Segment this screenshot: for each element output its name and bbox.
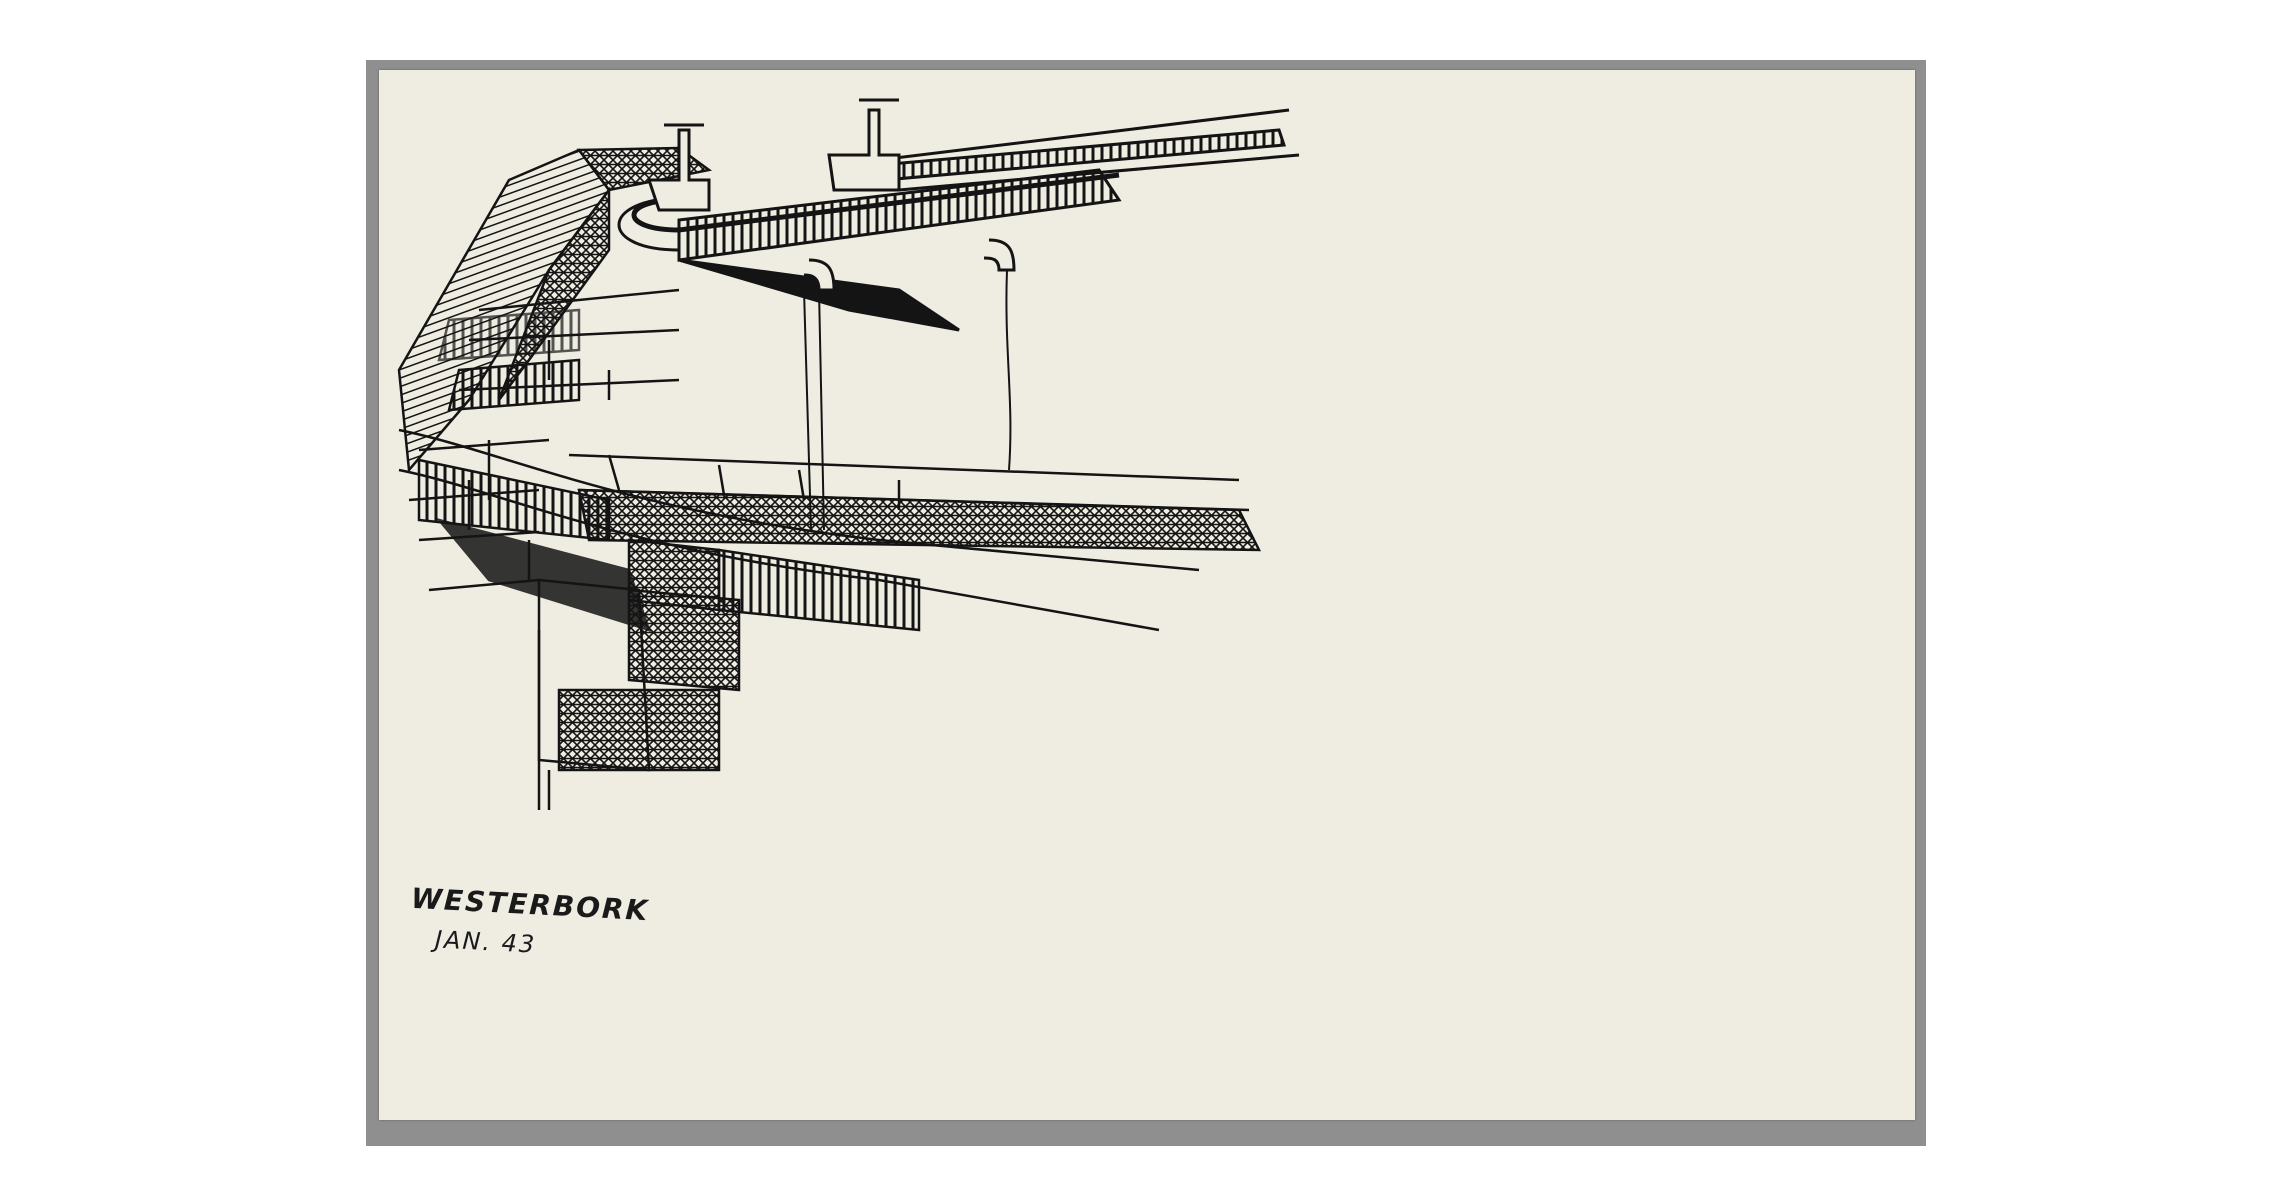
ink-drawing xyxy=(379,70,1915,1120)
water-pipe xyxy=(619,110,1299,330)
signature-place: WESTERBORK xyxy=(410,881,651,928)
signature-date: JAN. 43 xyxy=(434,925,537,959)
stone-trough xyxy=(399,430,1259,810)
drawing-card xyxy=(379,70,1915,1120)
